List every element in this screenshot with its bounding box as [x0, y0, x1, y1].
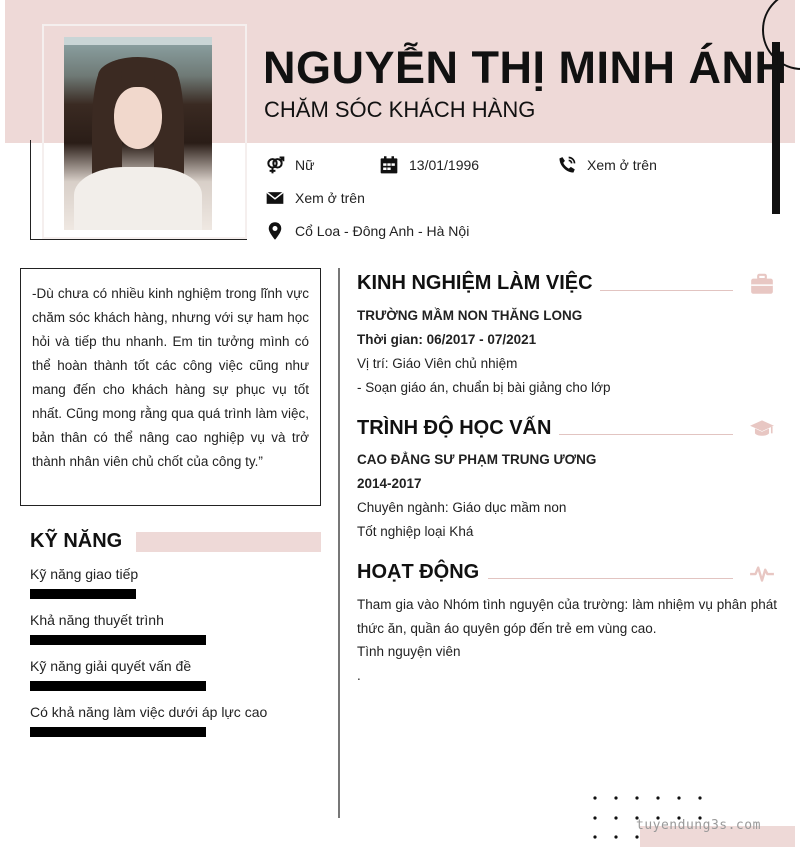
skill-level-bar: [30, 589, 136, 599]
activities-title-line: [488, 578, 733, 579]
career-objective-box: [20, 268, 321, 506]
watermark: tuyendung3s.com: [636, 818, 761, 833]
skill-label: Có khả năng làm việc dưới áp lực cao: [30, 704, 268, 720]
location-pin-icon: [265, 221, 285, 241]
candidate-name: NGUYỄN THỊ MINH ÁNH: [263, 42, 788, 93]
graduation-cap-icon: [749, 416, 775, 442]
skill-level-bar: [30, 635, 206, 645]
activities-icon-wrap: [749, 560, 775, 591]
phone-value: Xem ở trên: [587, 157, 657, 173]
column-divider: [338, 268, 340, 818]
calendar-icon: [379, 155, 399, 175]
info-address: [265, 221, 469, 241]
skills-title: KỸ NĂNG: [30, 530, 123, 552]
experience-position: Vị trí: Giáo Viên chủ nhiệm: [357, 356, 518, 371]
email-value: Xem ở trên: [295, 190, 365, 206]
skill-level-bar: [30, 681, 206, 691]
education-major: Chuyên ngành: Giáo dục mầm non: [357, 500, 567, 515]
birthdate-value: 13/01/1996: [409, 157, 480, 173]
experience-icon-wrap: [749, 271, 775, 302]
gender-value: Nữ: [295, 157, 315, 173]
address-value: Cổ Loa - Đông Anh - Hà Nội: [295, 223, 470, 239]
skill-label: Kỹ năng giao tiếp: [30, 566, 139, 582]
pulse-icon: [749, 560, 775, 586]
info-phone: [557, 155, 657, 175]
education-school: CAO ĐẲNG SƯ PHẠM TRUNG ƯƠNG: [357, 452, 597, 467]
activities-title: HOẠT ĐỘNG: [357, 561, 480, 583]
education-grade: Tốt nghiệp loại Khá: [357, 524, 474, 539]
career-objective-text: -Dù chưa có nhiều kinh nghiệm trong lĩnh vực chăm sóc khách hàng, nhưng với sự ham học hỏi và tiếp thu nhanh. Em tin tưởng mình có thể hoàn thành tốt các công việc cũng như mang đến cho khách hàng sự phục vụ tốt nhất. Cũng mong rằng qua quá trình làm việc, bản thân có thể nâng cao nghiệp vụ và trở thành nhân viên chủ chốt của công ty.”: [32, 286, 309, 469]
briefcase-icon: [749, 271, 775, 297]
info-gender: [265, 155, 314, 175]
experience-company: TRƯỜNG MẦM NON THĂNG LONG: [357, 308, 583, 323]
info-birthdate: [379, 155, 479, 175]
education-icon-wrap: [749, 416, 775, 447]
profile-photo: [64, 37, 212, 230]
education-title-line: [559, 434, 733, 435]
skill-level-bar: [30, 727, 206, 737]
experience-title: KINH NGHIỆM LÀM VIỆC: [357, 272, 593, 294]
envelope-icon: [265, 188, 285, 208]
gender-icon: [265, 155, 285, 175]
info-email: [265, 188, 365, 208]
activities-extra: .: [357, 668, 361, 683]
skill-label: Khả năng thuyết trình: [30, 612, 164, 628]
skills-title-accent: [136, 532, 321, 552]
job-title: CHĂM SÓC KHÁCH HÀNG: [264, 97, 536, 122]
experience-title-line: [600, 290, 733, 291]
education-years: 2014-2017: [357, 476, 422, 491]
activities-description: Tham gia vào Nhóm tình nguyện của trường: làm nhiệm vụ phân phát thức ăn, quần áo quyên góp đến trẻ em vùng cao.: [357, 597, 777, 636]
activities-role: Tình nguyện viên: [357, 644, 461, 659]
experience-duty: - Soạn giáo án, chuẩn bị bài giảng cho lớp: [357, 380, 611, 395]
skill-label: Kỹ năng giải quyết vấn đề: [30, 658, 192, 674]
experience-period: Thời gian: 06/2017 - 07/2021: [357, 332, 537, 347]
education-title: TRÌNH ĐỘ HỌC VẤN: [357, 417, 552, 439]
phone-icon: [557, 155, 577, 175]
